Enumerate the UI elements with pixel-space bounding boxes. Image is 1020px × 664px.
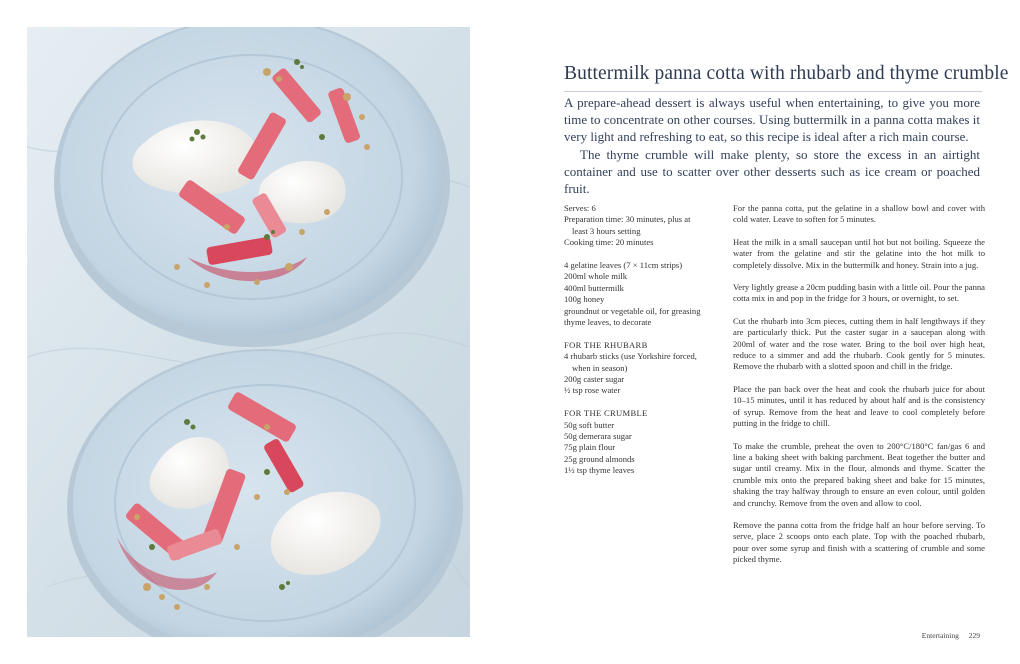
ingredient: 50g soft butter [564, 419, 615, 430]
intro-paragraph: A prepare-ahead dessert is always useful when entertaining, to give you more time to concentrate on other courses. Using buttermilk in a panna cotta makes it very light and refreshing to eat, so this recipe is ideal after a rich main course. [564, 95, 980, 145]
recipe-title: Buttermilk panna cotta with rhubarb and thyme crumble [564, 63, 982, 92]
ingredients-main [564, 260, 722, 328]
ingredient: 4 gelatine leaves (7 × 11cm strips) [564, 260, 683, 271]
section-heading: FOR THE CRUMBLE [564, 408, 648, 419]
ingredient: 400ml buttermilk [564, 282, 624, 293]
ingredient: 25g ground almonds [564, 453, 635, 464]
page-footer [922, 631, 980, 640]
method-step: Cut the rhubarb into 3cm pieces, cutting them in half lengthways if they are particularly thick. Put the caster sugar in a saucepan along with 200ml of water and the rose water. Bring to the boil over high heat, reduce to a simmer and add the rhubarb. Cook gently for 5 minutes. Remove the rhubarb with a slotted spoon and chill in the fridge. [733, 315, 985, 372]
ingredient-cont: when in season) [572, 362, 628, 373]
serves: Serves: 6 [564, 203, 596, 213]
prep-time-cont: least 3 hours setting [572, 225, 641, 236]
ingredient: ½ tsp rose water [564, 385, 621, 396]
ingredient: 200ml whole milk [564, 271, 628, 282]
section-heading: FOR THE RHUBARB [564, 339, 648, 350]
intro-paragraph: The thyme crumble will make plenty, so store the excess in an airtight container and use to scatter over other desserts such as ice cream or poached fruit. [564, 146, 980, 197]
footer-section: Entertaining [921, 631, 959, 640]
cooking-time: Cooking time: 20 minutes [564, 237, 654, 248]
ingredient: 1½ tsp thyme leaves [564, 465, 635, 476]
ingredient: 4 rhubarb sticks (use Yorkshire forced, [564, 351, 697, 362]
ingredient: 50g demerara sugar [564, 431, 632, 442]
method-step: To make the crumble, preheat the oven to 200°C/180°C fan/gas 6 and line a baking sheet with baking parchment. Beat together the butter and sugar until creamy. Mix in the flour, almonds and thyme. Scatter the crumble mix onto the prepared baking sheet and bake for 15 minutes, shaking the tray halfway through to ensure an even colour, until golden and crunchy. Remove from the oven and allow to cool. [733, 440, 985, 508]
recipe-info [564, 203, 722, 249]
ingredient: 75g plain flour [564, 442, 616, 453]
ingredient: thyme leaves, to decorate [564, 317, 652, 328]
method-step: Very lightly grease a 20cm pudding basin with a little oil. Pour the panna cotta mix in and pop in the fridge for 3 hours, or overnight, to set. [733, 282, 985, 304]
top-plate [54, 27, 450, 347]
ingredient: groundnut or vegetable oil, for greasing [564, 305, 701, 316]
dessert-photo [27, 27, 470, 637]
prep-time: Preparation time: 30 minutes, plus at [564, 214, 691, 225]
page-number: 229 [968, 631, 980, 640]
ingredients-rhubarb [564, 340, 722, 397]
recipe-intro [564, 94, 980, 197]
ingredient: 100g honey [564, 294, 605, 305]
method-step: Heat the milk in a small saucepan until hot but not boiling. Squeeze the water from the gelatine and stir the gelatine into the hot milk to completely dissolve. Mix in the buttermilk and honey. Strain into a jug. [733, 236, 985, 270]
method-column [733, 203, 985, 577]
ingredients-crumble [564, 408, 722, 476]
ingredients-column [564, 203, 722, 488]
method-step: For the panna cotta, put the gelatine in a shallow bowl and cover with cold water. Leave to soften for 5 minutes. [733, 203, 985, 225]
method-step: Remove the panna cotta from the fridge half an hour before serving. To serve, place 2 scoops onto each plate. Top with the poached rhubarb, pour over some syrup and finish with a scattering of crumble and some picked thyme. [733, 519, 985, 565]
ingredient: 200g caster sugar [564, 374, 625, 385]
method-step: Place the pan back over the heat and cook the rhubarb juice for about 10–15 minutes, until it has reduced by about half and is the consistency of syrup. Remove from the heat and leave to cool completely before putting in the fridge to chill. [733, 383, 985, 429]
